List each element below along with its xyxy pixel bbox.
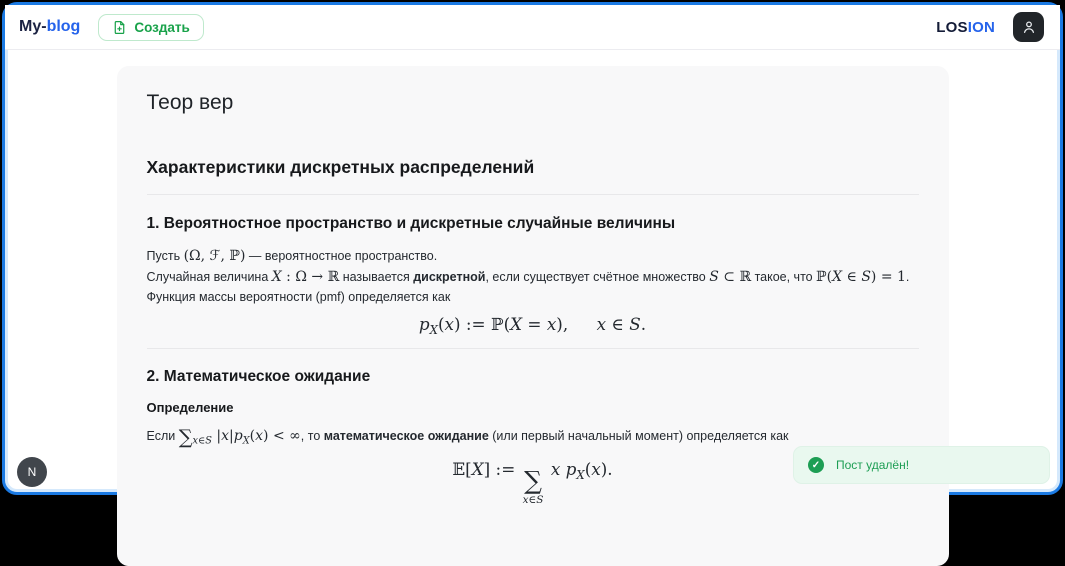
text-run: ∈ [842, 268, 862, 285]
text-run: p [233, 427, 243, 444]
text-run: Пусть [146, 249, 184, 263]
text-run: ). [600, 459, 613, 479]
text-run: | [229, 427, 234, 444]
text-run: S [629, 313, 641, 334]
section1-heading: 1. Вероятностное пространство и дискретные случайные величины [146, 215, 676, 232]
app-window [2, 2, 1063, 506]
text-run: S [861, 268, 871, 285]
text-run: x [255, 427, 264, 444]
text-run: = [522, 313, 547, 334]
text-run: ) := ℙ( [454, 313, 511, 334]
formula-pmf [147, 314, 919, 337]
sum-limits: x∈S [522, 494, 544, 506]
text-run: ( [437, 313, 445, 334]
text-run: 𝔼[ [452, 459, 472, 479]
text-run: X [242, 435, 250, 446]
post-main-heading: Характеристики дискретных распределений [146, 157, 535, 177]
text-run: X [471, 459, 484, 479]
user-avatar-badge[interactable] [17, 457, 47, 487]
text-run: — вероятностное пространство. [245, 249, 438, 263]
text-run: такое, что [751, 269, 817, 284]
text-run: . [640, 313, 647, 334]
person-icon [1021, 19, 1037, 35]
text-run: X [576, 468, 585, 483]
text-run: x [221, 427, 230, 444]
brand-link[interactable] [19, 18, 80, 36]
create-post-button[interactable] [98, 14, 204, 41]
logo-text-dark: LOS [936, 18, 968, 36]
text-run: X [832, 268, 843, 285]
text-run: Случайная величина [146, 269, 272, 284]
post-title: Теор вер [146, 91, 234, 114]
brand-text-dark: My- [19, 18, 47, 35]
text-run: X [510, 313, 523, 334]
avatar-letter: N [27, 465, 37, 479]
text-run: X [429, 322, 438, 337]
text-run: ∑ [178, 425, 193, 449]
text-run: p [418, 313, 430, 334]
check-circle-icon: ✓ [808, 457, 824, 473]
text-run: x [444, 313, 455, 334]
text-run: (Ω, ℱ, ℙ) [183, 248, 246, 264]
text-run: x [591, 459, 601, 479]
text-run: дискретной [413, 269, 486, 284]
create-post-label: Создать [134, 19, 190, 35]
text-run: ) < ∞ [263, 427, 301, 444]
text-run: ) = 1 [870, 268, 906, 285]
text-run: : Ω → ℝ [281, 268, 340, 285]
text-run: математическое ожидание [323, 428, 489, 443]
text-run: ), [556, 313, 569, 334]
text-run: X [271, 268, 282, 285]
profile-button[interactable] [1013, 12, 1044, 42]
text-run: ⊂ ℝ [718, 268, 752, 285]
main-content [5, 66, 1060, 508]
text-run: | [211, 427, 222, 444]
text-run: S [709, 268, 719, 285]
file-plus-icon [112, 20, 127, 35]
text-run: x [596, 313, 607, 334]
logo-text-blue: ION [967, 18, 995, 36]
text-run: , то [300, 428, 324, 443]
text-run: называется [339, 269, 414, 284]
text-run: ∈ [606, 313, 630, 334]
text-run: x p [545, 459, 577, 479]
text-run: ( [584, 459, 592, 479]
text-run: . [905, 269, 910, 284]
divider [147, 348, 919, 349]
post-card [117, 66, 949, 566]
section1-paragraph [147, 246, 919, 308]
text-run: x [546, 313, 557, 334]
section2-subheading: Определение [146, 399, 234, 415]
text-run: Если [146, 428, 179, 443]
section2-heading: 2. Математическое ожидание [146, 367, 371, 385]
paragraph-line [147, 249, 438, 263]
brand-text-blue: blog [46, 18, 81, 35]
site-logo [936, 19, 995, 36]
text-run: x∈S [192, 435, 212, 446]
top-navbar [5, 5, 1060, 50]
sum-symbol: ∑ [524, 466, 542, 495]
text-run: ℙ( [816, 268, 833, 285]
text-run [523, 468, 544, 506]
toast-message: Пост удалён! [836, 458, 910, 472]
text-run: ( [249, 427, 256, 444]
toast-notification [793, 446, 1050, 484]
paragraph-line: Функция массы вероятности (pmf) определяется как [146, 290, 451, 304]
text-run: (или первый начальный момент) определяется как [488, 428, 789, 443]
paragraph-line [147, 270, 910, 284]
divider [147, 194, 919, 195]
text-run: ] := [483, 459, 521, 479]
text-run: , если существует счётное множество [485, 269, 710, 284]
